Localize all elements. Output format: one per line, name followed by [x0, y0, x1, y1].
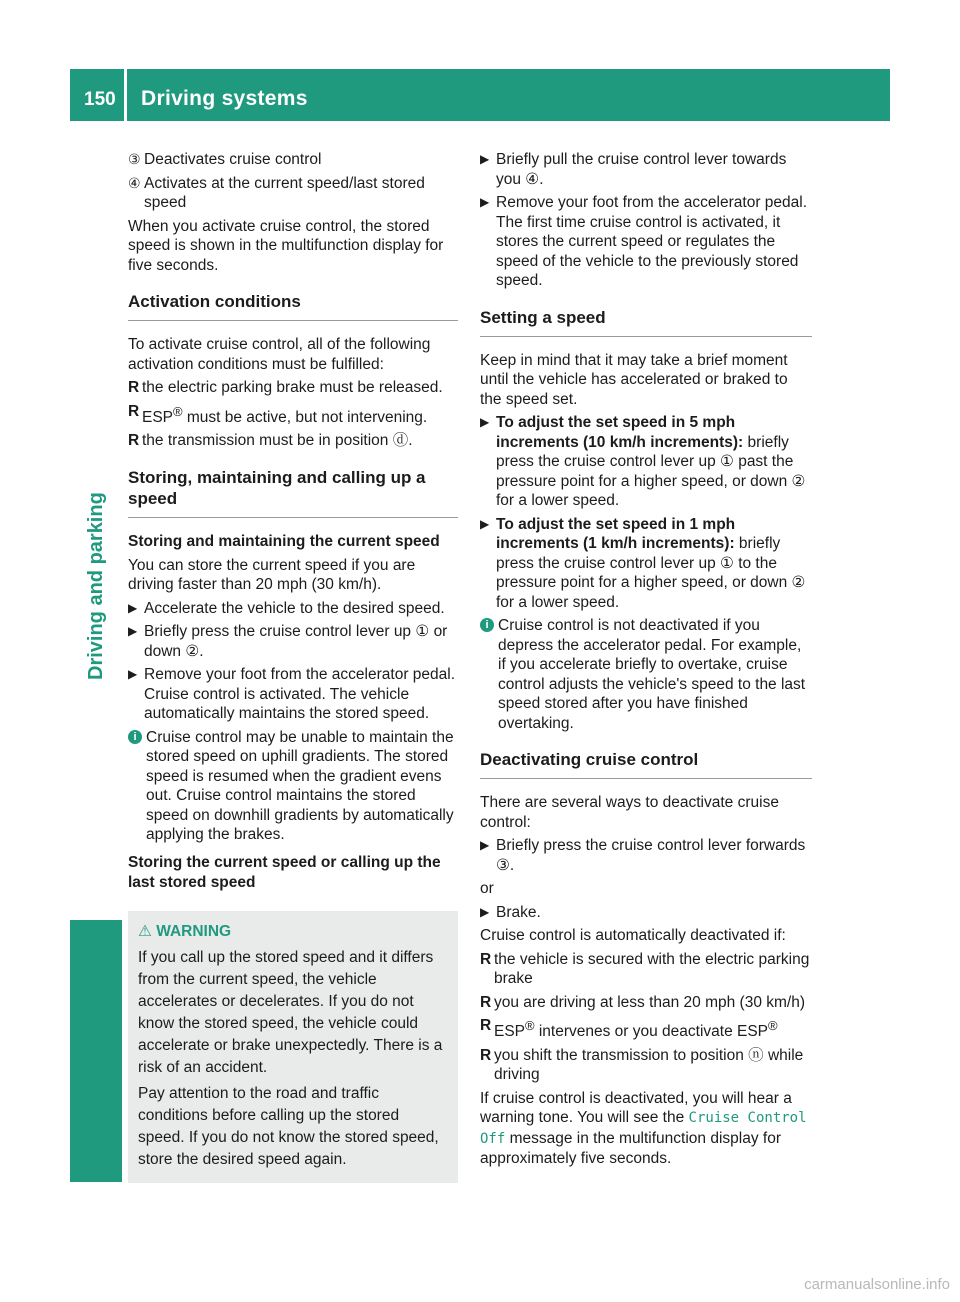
info-note: i Cruise control is not deactivated if you depress the accelerator pedal. For example, if you accelerate briefly to overtake, cruise control adjusts the vehicle's speed to the last speed stored after you have finished overtaking. [480, 616, 812, 733]
side-tab-label: Driving and parking [85, 492, 107, 680]
warning-text: Pay attention to the road and traffic conditions before calling up the stored speed. If you do not know the stored speed, store the desired speed again. [138, 1084, 439, 1168]
page-number: 150 [84, 89, 116, 110]
step-item: ▶ Briefly press the cruise control lever forwards ③. [480, 837, 806, 874]
heading-storing: Storing, maintaining and calling up a speed [128, 467, 458, 518]
subheading-storing: Storing and maintaining the current speed [128, 532, 440, 550]
watermark: carmanualsonline.info [804, 1276, 950, 1293]
paragraph: If cruise control is deactivated, you will hear a warning tone. You will see the Cruise Control Off message in the multifunction display for approximately five seconds. [480, 1089, 807, 1168]
right-column [480, 150, 812, 1173]
info-icon: i [480, 618, 494, 632]
warning-title: ⚠ WARNING [138, 922, 232, 940]
paragraph: Keep in mind that it may take a brief moment until the vehicle has accelerated or braked to the speed set. [480, 351, 788, 408]
step-arrow-icon: ▶ [480, 904, 490, 919]
step-item: ▶ Briefly pull the cruise control lever towards you ④. [480, 151, 787, 188]
info-note: i Cruise control may be unable to maintain the stored speed on uphill gradients. The stored speed is resumed when the gradient evens out. Cruise control maintains the stored speed on downhill gradients by automatically applying the brakes. [128, 728, 458, 845]
bullet-icon: R [480, 1046, 492, 1064]
step-arrow-icon: ▶ [128, 624, 138, 639]
paragraph: Cruise control is automatically deactivated if: [480, 927, 786, 944]
bullet-item: R ESP® must be active, but not intervening. [128, 402, 428, 426]
step-arrow-icon: ▶ [480, 516, 490, 531]
step-arrow-icon: ▶ [128, 667, 138, 682]
bullet-item: R the electric parking brake must be released. [128, 379, 443, 396]
heading-activation-conditions: Activation conditions [128, 291, 458, 321]
bullet-item: R you are driving at less than 20 mph (30 km/h) [480, 993, 806, 1011]
callout-3-icon: ③ [128, 151, 141, 167]
warning-box [128, 911, 458, 1183]
warning-text: If you call up the stored speed and it differs from the current speed, the vehicle accelerates or decelerates. If you do not know the stored speed, the vehicle could accelerate or brake unexpectedly. There is a risk of an accident. [138, 948, 443, 1076]
bullet-icon: R [128, 402, 140, 420]
bullet-item: R the transmission must be in position ⓓ. [128, 432, 413, 450]
bullet-icon: R [480, 1017, 492, 1034]
bullet-icon: R [128, 379, 140, 396]
step-arrow-icon: ▶ [480, 195, 490, 209]
heading-deactivating: Deactivating cruise control [480, 749, 812, 779]
step-item: ▶ To adjust the set speed in 1 mph increments (1 km/h increments): briefly press the cruise control lever up ① to the pressure point for a higher speed, or down ② for a lower speed. [480, 515, 806, 611]
info-icon: i [128, 730, 142, 744]
step-item: ▶ Remove your foot from the accelerator pedal. Cruise control is activated. The vehicle automatically maintains the stored speed. [128, 666, 456, 723]
left-column [128, 150, 458, 1183]
paragraph: To activate cruise control, all of the following activation conditions must be fulfilled: [128, 336, 431, 373]
step-item: ▶ Accelerate the vehicle to the desired speed. [128, 599, 445, 617]
list-item: ③ Deactivates cruise control [128, 151, 322, 168]
bullet-icon: R [480, 950, 492, 968]
step-arrow-icon: ▶ [480, 152, 490, 166]
section-title: Driving systems [141, 87, 308, 110]
step-item: ▶ Brake. [480, 903, 541, 921]
callout-4-icon: ④ [128, 174, 141, 191]
heading-setting-speed: Setting a speed [480, 307, 812, 337]
bullet-item: R you shift the transmission to position ⓝ while driving [480, 1046, 804, 1084]
step-arrow-icon: ▶ [480, 415, 490, 429]
step-arrow-icon: ▶ [128, 600, 138, 615]
list-item: ④ Activates at the current speed/last stored speed [128, 174, 425, 211]
paragraph: There are several ways to deactivate cruise control: [480, 794, 779, 831]
step-item: ▶ To adjust the set speed in 5 mph increments (10 km/h increments): briefly press the cruise control lever up ① past the pressure point for a higher speed, or down ② for a lower speed. [480, 414, 806, 509]
step-item: ▶ Briefly press the cruise control lever up ① or down ②. [128, 623, 448, 660]
header-divider [124, 69, 127, 121]
bullet-icon: R [480, 993, 492, 1011]
paragraph-or: or [480, 880, 494, 897]
bullet-item: R ESP® intervenes or you deactivate ESP® [480, 1017, 778, 1041]
display-message: Cruise Control Off [480, 1110, 807, 1147]
paragraph: You can store the current speed if you are driving faster than 20 mph (30 km/h). [128, 556, 416, 594]
paragraph: When you activate cruise control, the stored speed is shown in the multifunction display for five seconds. [128, 217, 444, 274]
bullet-item: R the vehicle is secured with the electric parking brake [480, 950, 810, 987]
warning-triangle-icon: ⚠ [138, 922, 157, 940]
side-tab-block [70, 920, 122, 1182]
step-arrow-icon: ▶ [480, 838, 490, 852]
bullet-icon: R [128, 432, 140, 450]
step-item: ▶ Remove your foot from the accelerator pedal. The first time cruise control is activated, it stores the current speed or regulates the speed of the vehicle to the previously stored speed. [480, 194, 808, 289]
subheading-calling-up: Storing the current speed or calling up the last stored speed [128, 853, 441, 891]
